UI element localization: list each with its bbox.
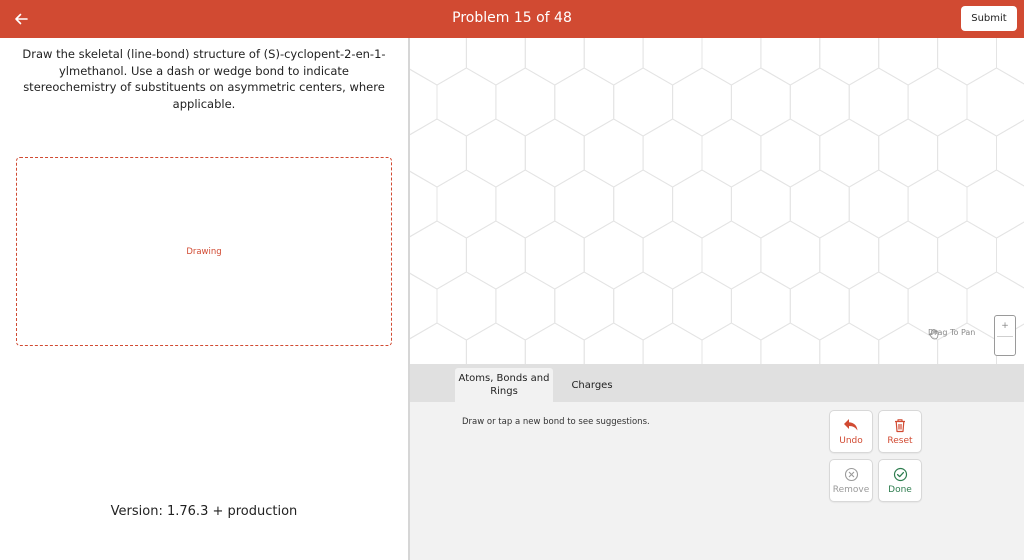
grid-hexagon bbox=[410, 170, 437, 238]
grid-hexagon bbox=[761, 323, 820, 364]
grid-hexagon bbox=[702, 221, 761, 289]
grid-hexagon bbox=[466, 119, 525, 187]
grid-hexagon bbox=[731, 170, 790, 238]
grid-hexagon bbox=[496, 272, 555, 340]
grid-hexagon bbox=[466, 38, 525, 85]
grid-hexagon bbox=[437, 170, 496, 238]
question-panel bbox=[0, 38, 408, 560]
grid-hexagon bbox=[614, 272, 673, 340]
grid-hexagon bbox=[790, 170, 849, 238]
grid-hexagon bbox=[820, 323, 879, 364]
grid-hexagon bbox=[525, 119, 584, 187]
zoom-in-button[interactable]: + bbox=[1001, 320, 1009, 331]
submit-button[interactable]: Submit bbox=[961, 6, 1017, 31]
grid-hexagon bbox=[820, 119, 879, 187]
grid-hexagon bbox=[584, 119, 643, 187]
grid-hexagon bbox=[731, 68, 790, 136]
grid-hexagon bbox=[879, 119, 938, 187]
grid-hexagon bbox=[584, 38, 643, 85]
tab-charges[interactable]: Charges bbox=[571, 379, 613, 391]
grid-hexagon bbox=[997, 38, 1024, 85]
grid-hexagon bbox=[849, 170, 908, 238]
reset-button[interactable] bbox=[878, 410, 922, 453]
grid-hexagon bbox=[525, 38, 584, 85]
hexagon-grid bbox=[410, 38, 1024, 364]
grid-hexagon bbox=[410, 272, 437, 340]
grid-hexagon bbox=[997, 119, 1024, 187]
grid-hexagon bbox=[702, 323, 761, 364]
grid-hexagon bbox=[410, 68, 437, 136]
grid-hexagon bbox=[820, 38, 879, 85]
trash-icon bbox=[892, 417, 908, 433]
grid-hexagon bbox=[702, 119, 761, 187]
grid-hexagon bbox=[496, 68, 555, 136]
suggestion-hint: Draw or tap a new bond to see suggestions. bbox=[462, 417, 650, 427]
grid-hexagon bbox=[908, 170, 967, 238]
undo-button[interactable] bbox=[829, 410, 873, 453]
grid-hexagon bbox=[673, 68, 732, 136]
grid-hexagon bbox=[790, 272, 849, 340]
grid-hexagon bbox=[967, 170, 1024, 238]
tool-tab-bar bbox=[410, 364, 1024, 402]
undo-label: Undo bbox=[839, 436, 863, 446]
grid-hexagon bbox=[849, 68, 908, 136]
reset-label: Reset bbox=[887, 436, 913, 446]
version-label: Version: 1.76.3 + production bbox=[110, 504, 298, 519]
grid-hexagon bbox=[555, 272, 614, 340]
grid-hexagon bbox=[614, 68, 673, 136]
grid-hexagon bbox=[761, 38, 820, 85]
grid-hexagon bbox=[761, 119, 820, 187]
tool-panel bbox=[410, 402, 1024, 560]
remove-circle-x-icon bbox=[843, 466, 859, 482]
grid-hexagon bbox=[879, 221, 938, 289]
done-label: Done bbox=[888, 485, 912, 495]
drag-to-pan-label: Drag To Pan bbox=[928, 328, 976, 337]
grid-hexagon bbox=[790, 68, 849, 136]
grid-hexagon bbox=[967, 68, 1024, 136]
grid-hexagon bbox=[643, 119, 702, 187]
grid-hexagon bbox=[466, 221, 525, 289]
grid-hexagon bbox=[731, 272, 790, 340]
grid-hexagon bbox=[437, 68, 496, 136]
grid-hexagon bbox=[584, 221, 643, 289]
answer-drawing-box[interactable] bbox=[16, 157, 392, 346]
header-bar bbox=[0, 0, 1024, 38]
grid-hexagon bbox=[584, 323, 643, 364]
grid-hexagon bbox=[555, 68, 614, 136]
grid-hexagon bbox=[410, 38, 466, 85]
grid-hexagon bbox=[761, 221, 820, 289]
grid-hexagon bbox=[643, 38, 702, 85]
grid-hexagon bbox=[643, 323, 702, 364]
grid-hexagon bbox=[820, 221, 879, 289]
grid-hexagon bbox=[525, 221, 584, 289]
page-title: Problem 15 of 48 bbox=[452, 10, 572, 26]
grid-hexagon bbox=[879, 38, 938, 85]
zoom-control bbox=[994, 315, 1016, 356]
grid-hexagon bbox=[437, 272, 496, 340]
grid-hexagon bbox=[614, 170, 673, 238]
hand-icon bbox=[928, 328, 940, 340]
grid-hexagon bbox=[938, 119, 997, 187]
grid-hexagon bbox=[702, 38, 761, 85]
grid-hexagon bbox=[466, 323, 525, 364]
question-text: Draw the skeletal (line-bond) structure of (S)-cyclopent-2-en-1-ylmethanol. Use a dash or wedge bond to indicate stereochemistry of substituents on asymmetric centers, where applicable. bbox=[22, 47, 386, 111]
grid-hexagon bbox=[555, 170, 614, 238]
remove-label: Remove bbox=[832, 485, 870, 495]
tab-atoms-bonds-rings[interactable]: Atoms, Bonds and Rings bbox=[455, 368, 553, 402]
grid-hexagon bbox=[410, 323, 466, 364]
grid-hexagon bbox=[849, 272, 908, 340]
remove-button[interactable] bbox=[829, 459, 873, 502]
grid-hexagon bbox=[643, 221, 702, 289]
drawing-label: Drawing bbox=[186, 247, 222, 257]
grid-hexagon bbox=[673, 170, 732, 238]
undo-arrow-icon bbox=[843, 417, 859, 433]
grid-hexagon bbox=[673, 272, 732, 340]
grid-hexagon bbox=[997, 221, 1024, 289]
drawing-canvas[interactable] bbox=[410, 38, 1024, 364]
grid-hexagon bbox=[908, 68, 967, 136]
grid-hexagon bbox=[938, 221, 997, 289]
drag-to-pan-hint bbox=[928, 328, 975, 337]
grid-hexagon bbox=[938, 38, 997, 85]
check-circle-icon bbox=[892, 466, 908, 482]
grid-hexagon bbox=[496, 170, 555, 238]
done-button[interactable] bbox=[878, 459, 922, 502]
zoom-out-button[interactable] bbox=[995, 337, 1015, 356]
grid-hexagon bbox=[525, 323, 584, 364]
